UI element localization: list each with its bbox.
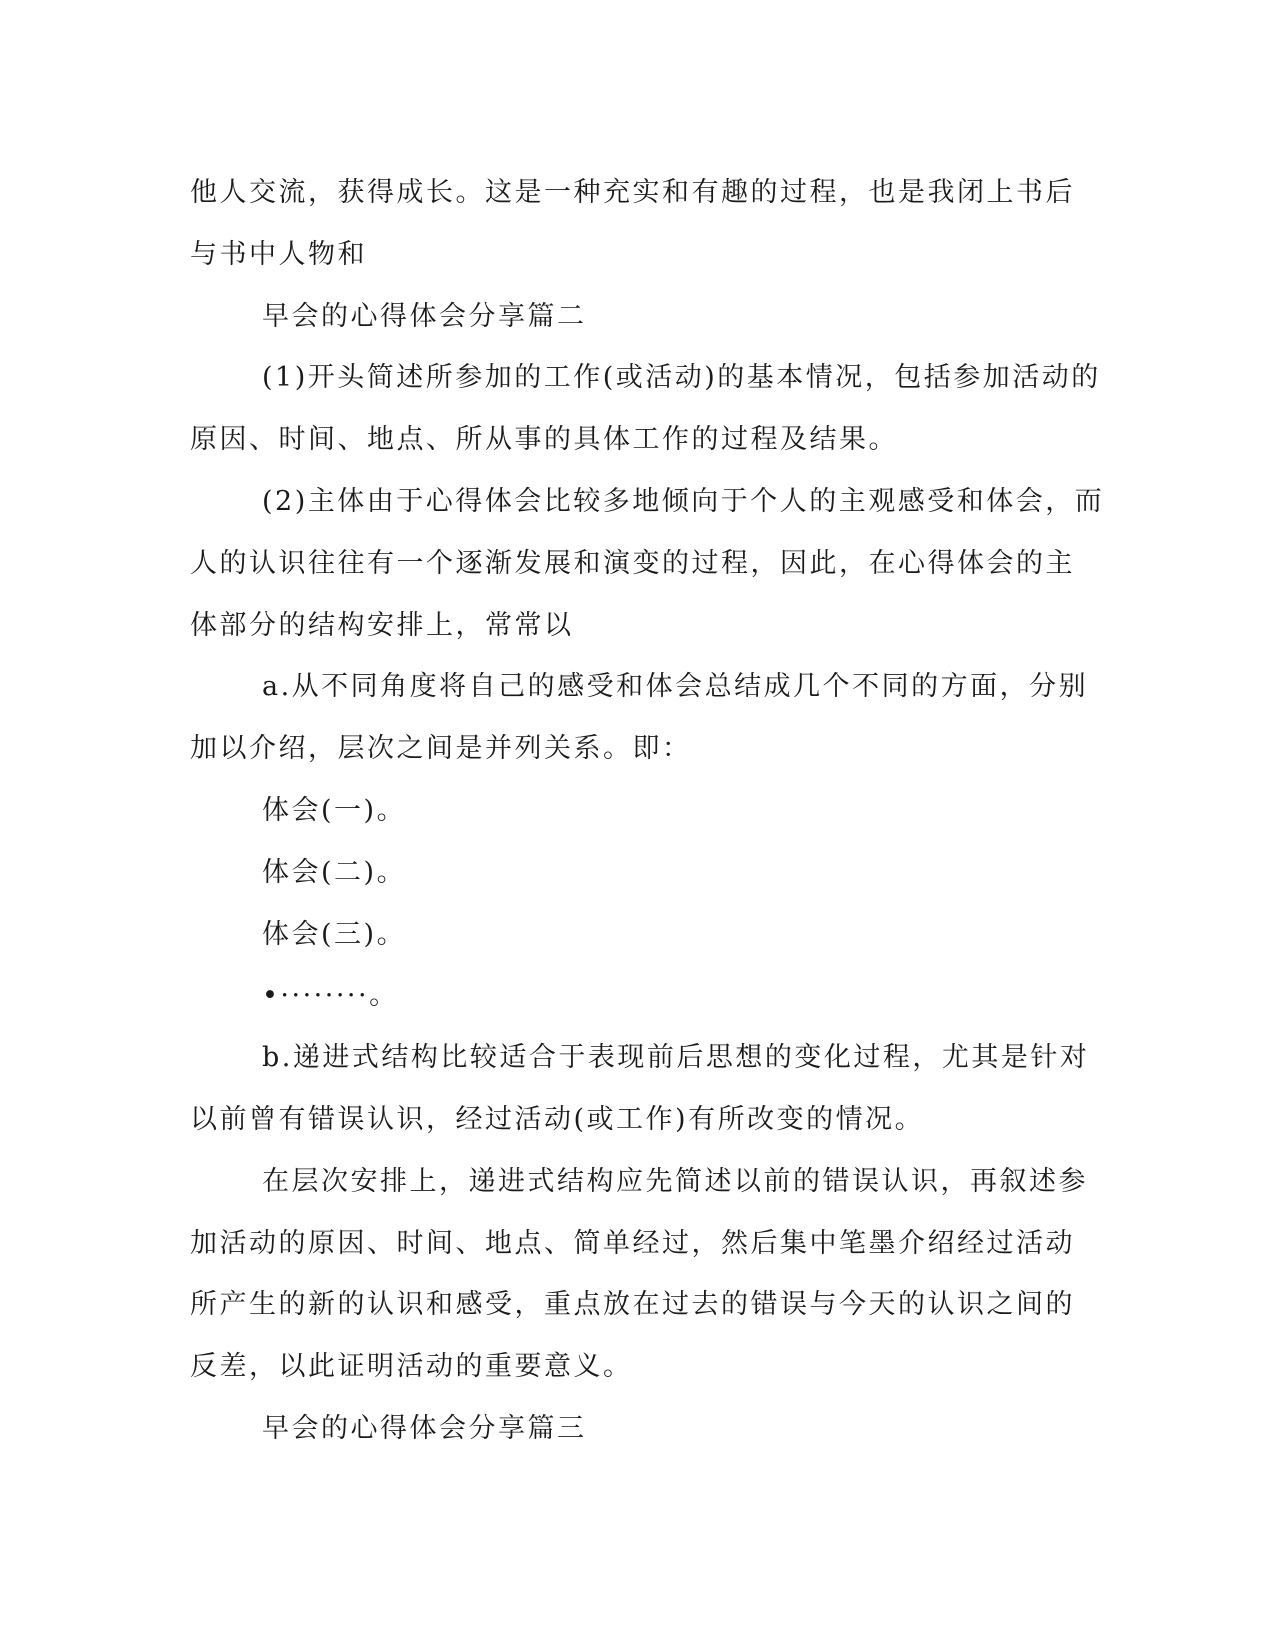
body-text-line: 体部分的结构安排上，常常以 xyxy=(190,609,574,641)
body-text-line: (1)开头简述所参加的工作(或活动)的基本情况，包括参加活动的 xyxy=(262,362,1101,394)
list-item: 体会(一)。 xyxy=(262,794,407,826)
body-text-line: 所产生的新的认识和感受，重点放在过去的错误与今天的认识之间的 xyxy=(190,1289,1075,1321)
body-text-line: 原因、时间、地点、所从事的具体工作的过程及结果。 xyxy=(190,424,898,456)
body-text-line: 在层次安排上，递进式结构应先简述以前的错误认识，再叙述参 xyxy=(262,1165,1088,1197)
body-text-line: 人的认识往往有一个逐渐发展和演变的过程，因此，在心得体会的主 xyxy=(190,547,1075,579)
section-heading: 早会的心得体会分享篇二 xyxy=(262,300,587,332)
body-text-line: 反差，以此证明活动的重要意义。 xyxy=(190,1351,633,1383)
body-text-line: 加以介绍，层次之间是并列关系。即： xyxy=(190,733,692,765)
body-text-line: 加活动的原因、时间、地点、简单经过，然后集中笔墨介绍经过活动 xyxy=(190,1227,1075,1259)
body-text-line: 以前曾有错误认识，经过活动(或工作)有所改变的情况。 xyxy=(190,1103,925,1135)
body-text-line: 与书中人物和 xyxy=(190,238,367,270)
body-text-line: 他人交流，获得成长。这是一种充实和有趣的过程，也是我闭上书后 xyxy=(190,177,1075,208)
section-heading: 早会的心得体会分享篇三 xyxy=(262,1412,587,1444)
list-item: 体会(二)。 xyxy=(262,856,407,888)
list-item: 体会(三)。 xyxy=(262,918,407,950)
body-text-line: a.从不同角度将自己的感受和体会总结成几个不同的方面，分别 xyxy=(262,671,1089,703)
document-body xyxy=(190,162,1105,1460)
list-item-ellipsis: •········。 xyxy=(262,980,399,1012)
body-text-line: b.递进式结构比较适合于表现前后思想的变化过程，尤其是针对 xyxy=(262,1042,1090,1074)
body-text-line: (2)主体由于心得体会比较多地倾向于个人的主观感受和体会，而 xyxy=(262,485,1105,517)
